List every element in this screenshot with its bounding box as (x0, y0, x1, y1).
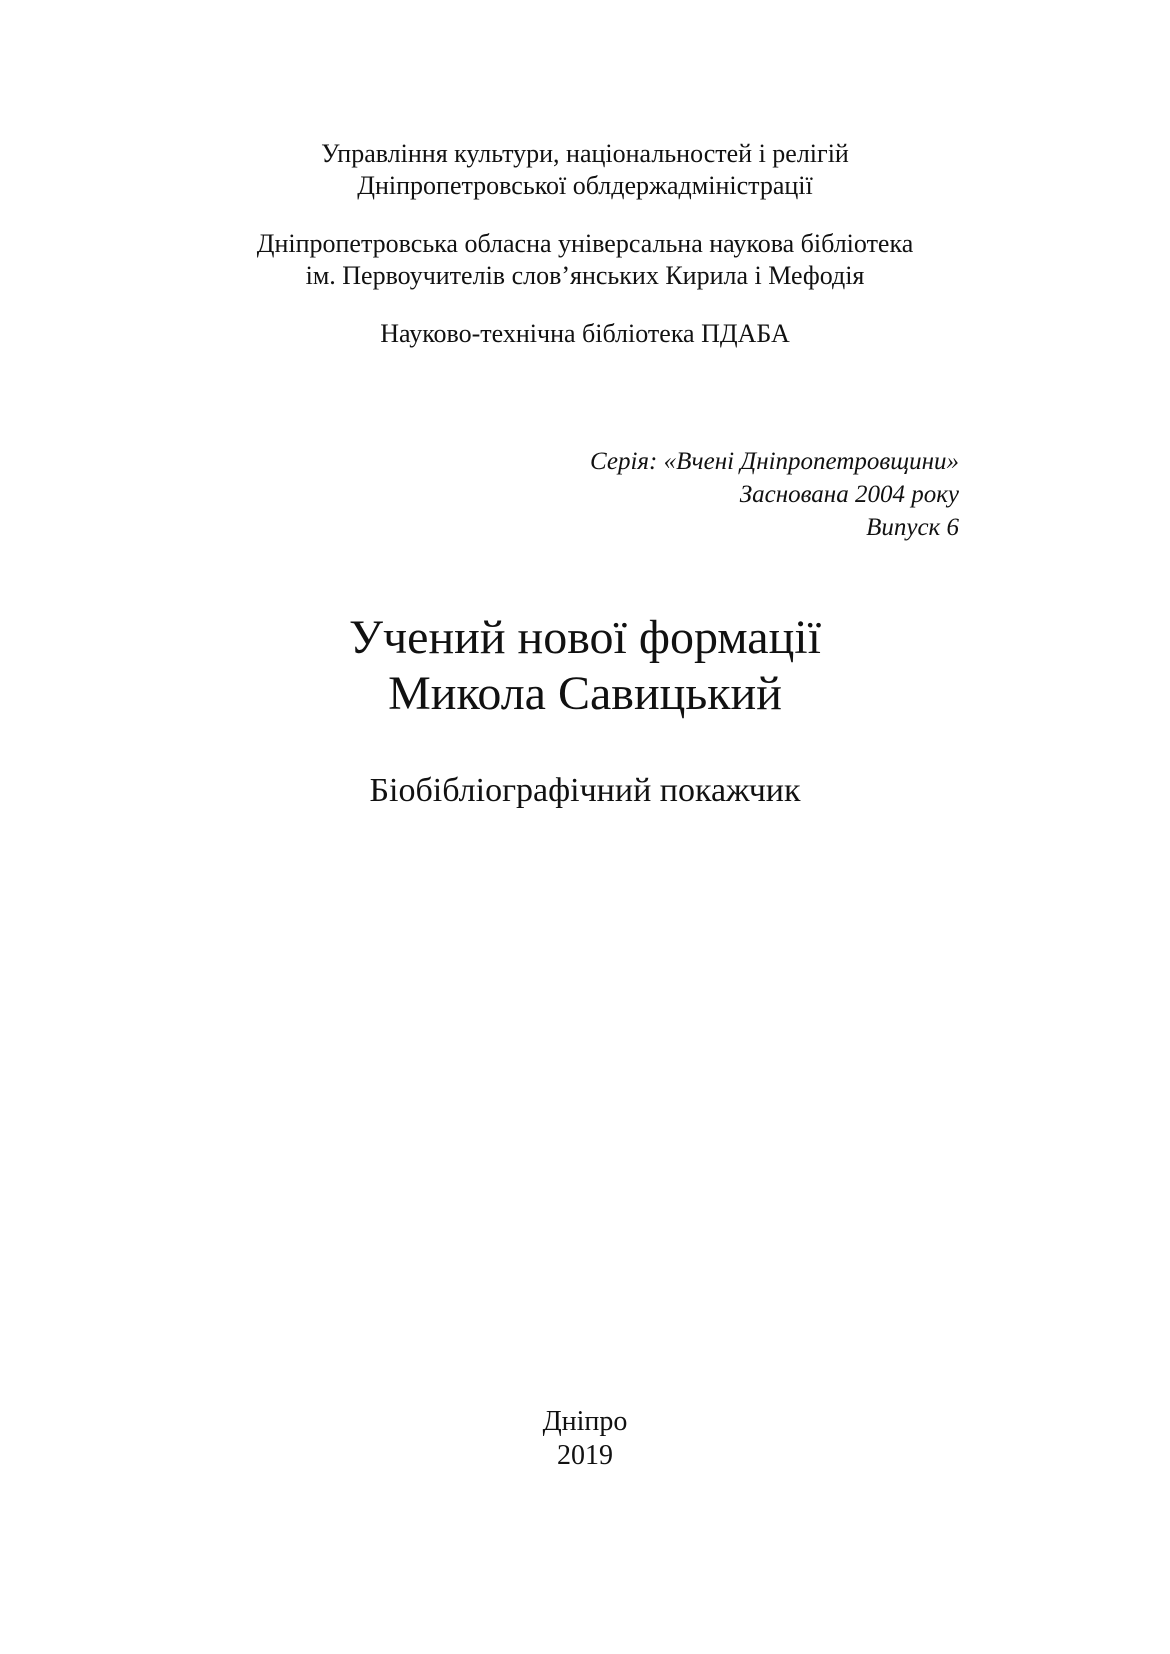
book-title-line2: Микола Савицький (388, 667, 782, 720)
publisher-regional-library-line2: ім. Первоучителів слов’янських Кирила і Мефодія (305, 261, 865, 290)
publisher-department-line1: Управління культури, національностей і релігій (321, 139, 849, 168)
publisher-department (0, 138, 1170, 202)
series-founded: Заснована 2004 року (739, 481, 959, 508)
publisher-regional-library (0, 228, 1170, 292)
publisher-regional-library-line1: Дніпропетровська обласна універсальна наукова бібліотека (256, 229, 914, 258)
book-title (0, 610, 1170, 722)
imprint-year: 2019 (557, 1440, 613, 1471)
book-title-line1: Учений нової формації (349, 611, 821, 664)
publisher-department-line2: Дніпропетровської облдержадміністрації (357, 171, 813, 200)
publisher-technical-library (0, 318, 1170, 350)
imprint-city: Дніпро (542, 1406, 628, 1437)
book-subtitle-text: Біобібліографічний покажчик (369, 772, 801, 809)
series-info (590, 445, 959, 544)
series-issue: Випуск 6 (866, 514, 959, 541)
book-subtitle (0, 770, 1170, 812)
series-name: Серія: «Вчені Дніпропетровщини» (590, 448, 959, 475)
publisher-technical-library-line1: Науково-технічна бібліотека ПДАБА (380, 319, 790, 348)
imprint (0, 1405, 1170, 1473)
